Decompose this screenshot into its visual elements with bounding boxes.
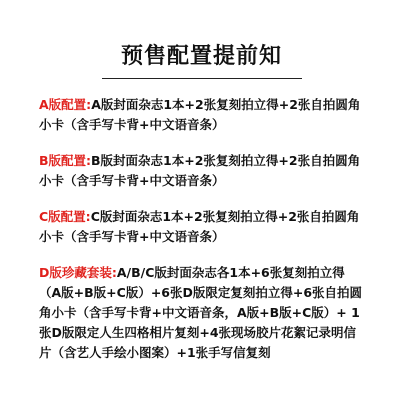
- section-d-text: A/B/C版封面杂志各1本+6张复刻拍立得（A版+B版+C版）+6张D版限定复刻拍立得+6张自拍圆角小卡（含手写卡背+中文语音条，A版+B版+C版）+ 1张D版限定人生四格相片复刻+4张现场胶片花絮记录明信片（含艺人手绘小图案）+1张手写信复刻: [39, 265, 363, 360]
- title-underline: [102, 78, 302, 79]
- section-a-label: A版配置:: [39, 97, 92, 112]
- page-title: 预售配置提前知: [120, 44, 282, 69]
- config-sections: [39, 95, 364, 363]
- section-c-text: C版封面杂志1本+2张复刻拍立得+2张自拍圆角小卡（含手写卡背+中文语音条）: [39, 209, 360, 244]
- section-d-label: D版珍藏套装:: [39, 265, 117, 280]
- section-b-config: [39, 151, 364, 191]
- section-c-config: [39, 207, 364, 247]
- section-d-collection: [39, 263, 364, 363]
- section-c-label: C版配置:: [39, 209, 91, 224]
- section-a-text: A版封面杂志1本+2张复刻拍立得+2张自拍圆角小卡（含手写卡背+中文语音条）: [39, 97, 361, 132]
- section-b-label: B版配置:: [39, 153, 92, 168]
- section-b-text: B版封面杂志1本+2张复刻拍立得+2张自拍圆角小卡（含手写卡背+中文语音条）: [39, 153, 361, 188]
- section-a-config: [39, 95, 364, 135]
